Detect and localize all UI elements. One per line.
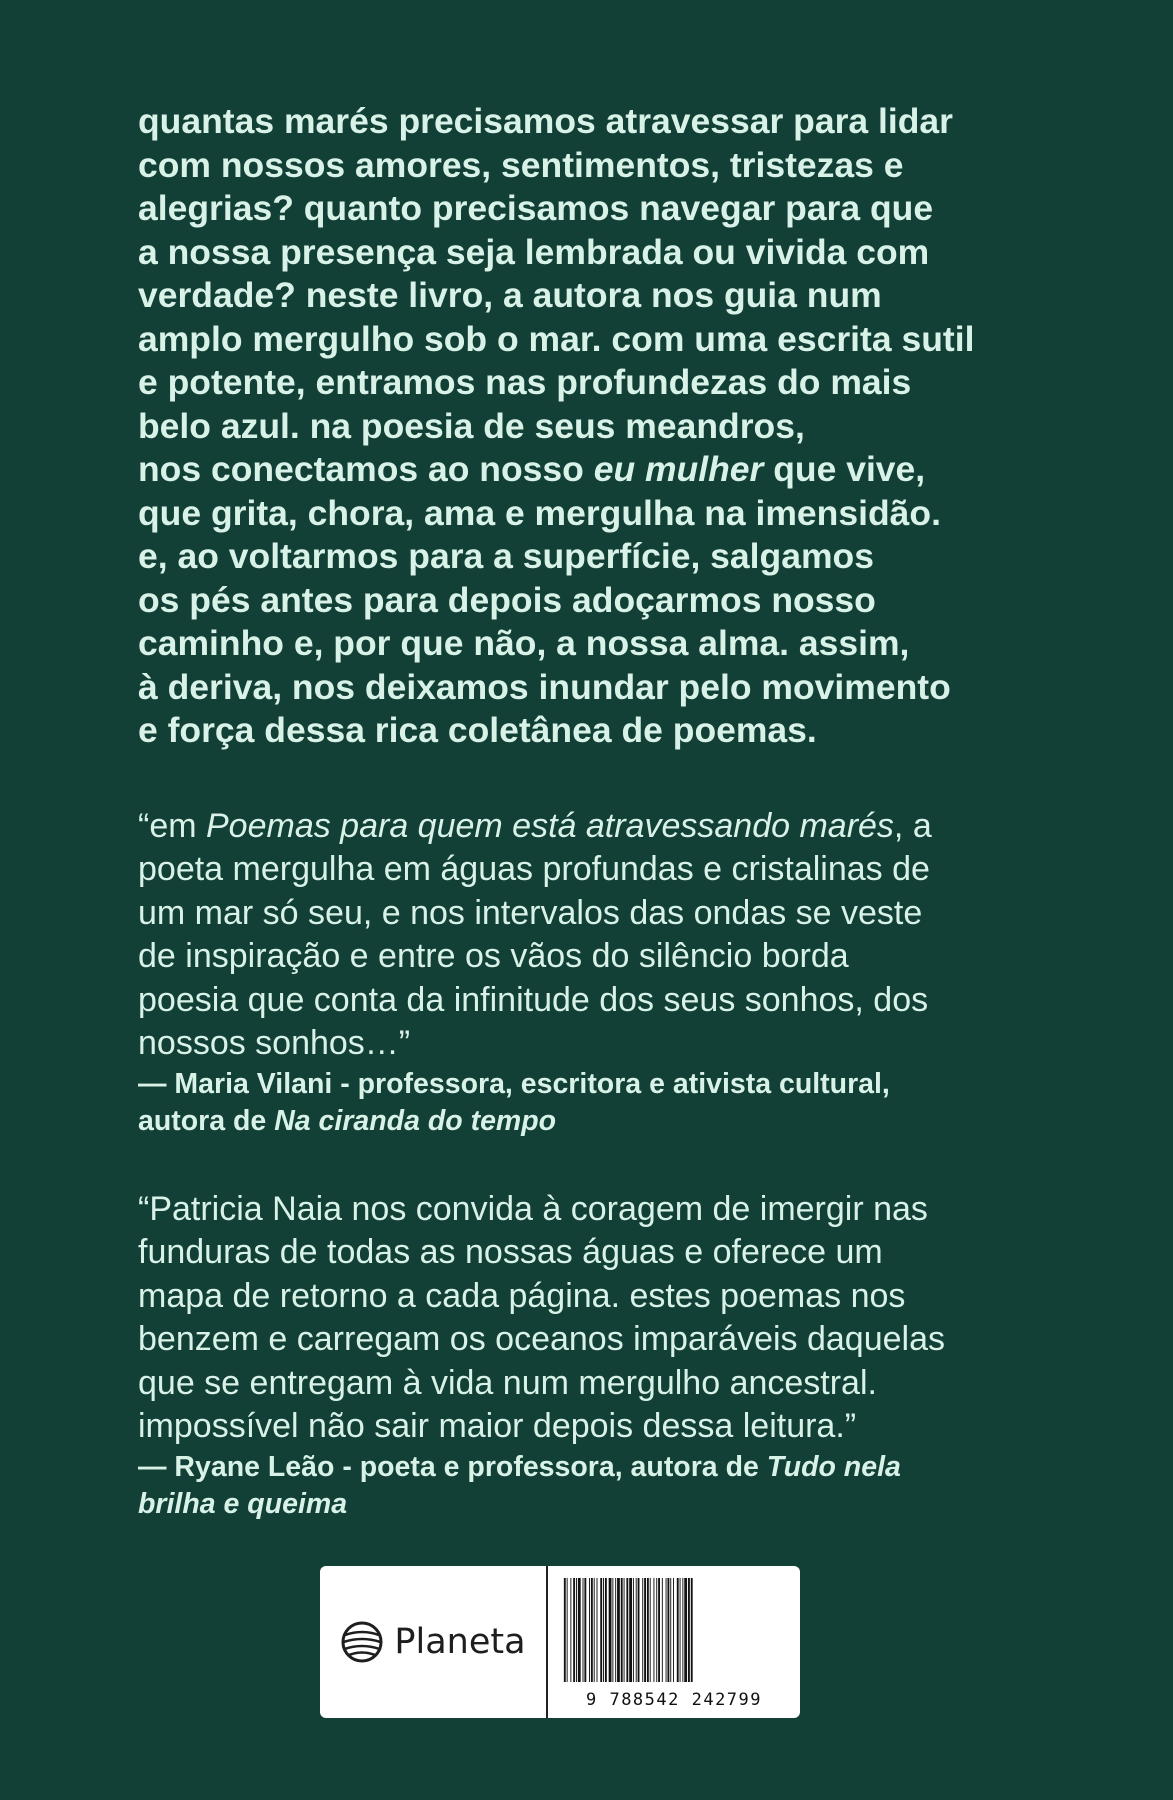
barcode-bars [562,1578,786,1682]
barcode-bar [600,1578,602,1682]
synopsis-line: à deriva, nos deixamos inundar pelo movimento [138,666,951,707]
barcode-bar [594,1578,595,1682]
barcode-bar [636,1578,637,1682]
barcode-bar [612,1578,613,1682]
blurb-quote-2 [138,1188,1088,1523]
barcode-bar [597,1578,598,1682]
attribution-book: Tudo nela [766,1450,901,1483]
attribution-prefix: — Ryane Leão - poeta e professora, autora de [138,1450,767,1483]
quote-attribution [138,1066,1088,1140]
barcode-bar [662,1578,663,1682]
synopsis-line: que grita, chora, ama e mergulha na imensidão. [138,492,941,533]
synopsis-line: a nossa presença seja lembrada ou vivida com [138,231,930,272]
quote-text [138,805,1088,1066]
attribution-line [138,1103,1088,1140]
barcode-bar [626,1578,628,1682]
attribution-book: Na ciranda do tempo [274,1104,557,1137]
quote-line: nossos sonhos…” [138,1024,411,1062]
quote-line: que se entregam à vida num mergulho ancestral. [138,1363,877,1402]
globe-icon [340,1620,384,1664]
barcode-bar [629,1578,632,1682]
barcode-bar [615,1578,616,1682]
publisher-name: Planeta [394,1622,526,1662]
synopsis-line: os pés antes para depois adoçarmos nosso [138,579,876,620]
barcode-bar [667,1578,669,1682]
barcode-bar [573,1578,575,1682]
barcode-bar [589,1578,590,1682]
barcode-bar [603,1578,604,1682]
synopsis-line [138,448,1088,492]
barcode-bar [656,1578,657,1682]
barcode-bar [617,1578,620,1682]
barcode-bar [691,1578,693,1682]
quote-attribution [138,1449,1088,1523]
quote-line: benzem e carregam os oceanos imparáveis daquelas [138,1320,946,1358]
blurb-quote-1 [138,805,1088,1140]
barcode-bar [583,1578,584,1682]
barcode-bar [673,1578,674,1682]
barcode-bar [670,1578,671,1682]
synopsis [138,100,1088,753]
quote-text [138,1188,1088,1449]
quote-line: impossível não sair maior depois dessa leitura.” [138,1407,857,1445]
synopsis-line: com nossos amores, sentimentos, tristezas e [138,144,904,185]
publisher-logo [320,1566,546,1718]
barcode-bar [644,1578,646,1682]
barcode-bar [578,1578,581,1682]
synopsis-line: e força dessa rica coletânea de poemas. [138,710,817,750]
attribution-line [138,1486,1088,1523]
quote-line: “Patricia Naia nos convida à coragem de imergir nas [138,1189,928,1228]
barcode-bar [658,1578,660,1682]
barcode-bar [680,1578,681,1682]
barcode-bar [570,1578,571,1682]
barcode-bar [642,1578,643,1682]
barcode-bar [576,1578,577,1682]
synopsis-line: e potente, entramos nas profundezas do mais [138,362,912,402]
attribution-prefix: autora de [138,1104,275,1137]
publisher-barcode-label [320,1566,800,1718]
isbn-number: 9 788542 242799 [562,1690,786,1710]
quote-line: poesia que conta da infinitude dos seus sonhos, dos [138,980,929,1019]
synopsis-emphasis: eu mulher [593,449,764,489]
barcode-bar [650,1578,651,1682]
barcode-bar [609,1578,612,1682]
barcode [548,1566,800,1718]
synopsis-text: nos conectamos ao nosso [138,449,594,489]
barcode-bar [688,1578,690,1682]
barcode-bar [624,1578,625,1682]
synopsis-line: e, ao voltarmos para a superfície, salgamos [138,536,874,576]
barcode-bar [633,1578,634,1682]
synopsis-line: quantas marés precisamos atravessar para lidar [138,101,953,141]
synopsis-line: caminho e, por que não, a nossa alma. assim, [138,623,910,663]
synopsis-line: alegrias? quanto precisamos navegar para que [138,188,934,228]
barcode-bar [647,1578,649,1682]
attribution-line: — Maria Vilani - professora, escritora e ativista cultural, [138,1067,890,1100]
quote-line: funduras de todas as nossas águas e oferece um [138,1233,883,1271]
barcode-bar [605,1578,607,1682]
barcode-bar [638,1578,640,1682]
barcode-bar [584,1578,586,1682]
quote-text-fragment: , a [893,806,932,845]
back-cover-content [138,100,1088,1523]
synopsis-line: verdade? neste livro, a autora nos guia num [138,275,882,315]
synopsis-line: amplo mergulho sob o mar. com uma escrita sutil [138,318,975,359]
quote-line: um mar só seu, e nos intervalos das ondas se veste [138,893,923,932]
barcode-bar [684,1578,687,1682]
quote-line: mapa de retorno a cada página. estes poemas nos [138,1276,906,1315]
synopsis-text: que vive, [763,449,926,489]
quote-open: “em [138,806,206,845]
barcode-bar [564,1578,566,1682]
quote-line: de inspiração e entre os vãos do silêncio borda [138,937,849,975]
quote-line: poeta mergulha em águas profundas e cristalinas de [138,850,930,888]
synopsis-line: belo azul. na poesia de seus meandros, [138,405,805,446]
quote-line [138,805,1088,849]
barcode-bar [621,1578,623,1682]
barcode-bar [666,1578,667,1682]
barcode-bar [591,1578,593,1682]
attribution-line [138,1449,1088,1486]
attribution-book: brilha e queima [138,1487,348,1520]
barcode-bar [653,1578,654,1682]
barcode-bar [682,1578,683,1682]
barcode-bar [677,1578,679,1682]
barcode-bar [567,1578,568,1682]
book-title: Poemas para quem está atravessando marés [206,806,894,845]
